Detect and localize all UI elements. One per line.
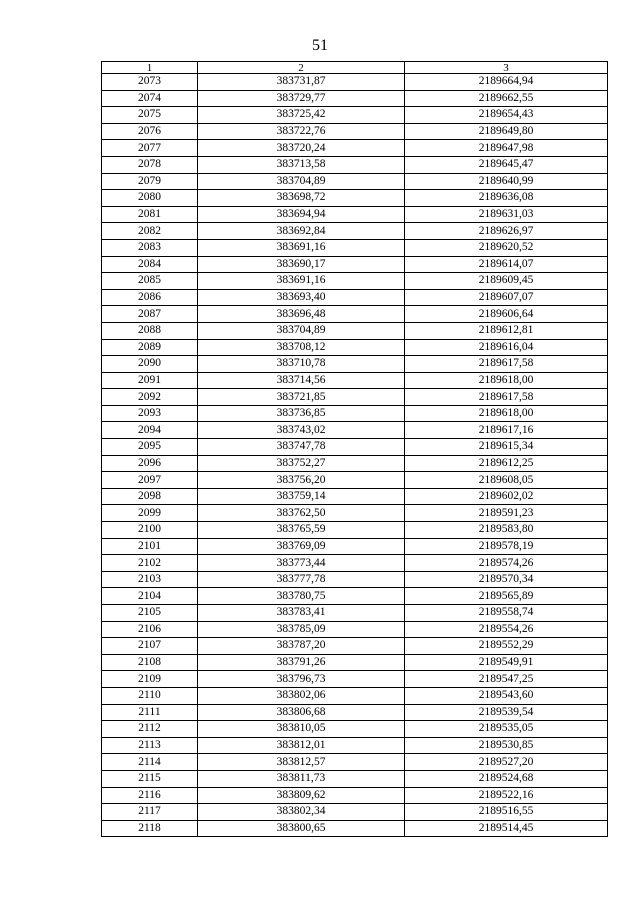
table-row (102, 389, 608, 406)
table-row (102, 754, 608, 771)
y-coordinate-cell: 2189649,80 (405, 123, 608, 140)
x-coordinate-cell: 383743,02 (198, 422, 405, 439)
point-number-cell: 2111 (102, 704, 198, 721)
x-coordinate-cell: 383791,26 (198, 654, 405, 671)
table-row (102, 322, 608, 339)
table-row (102, 671, 608, 688)
x-coordinate-cell: 383693,40 (198, 289, 405, 306)
x-coordinate-cell: 383698,72 (198, 190, 405, 207)
table-row (102, 223, 608, 240)
table-row (102, 804, 608, 821)
y-coordinate-cell: 2189618,00 (405, 405, 608, 422)
table-row (102, 372, 608, 389)
x-coordinate-cell: 383762,50 (198, 505, 405, 522)
table-row (102, 206, 608, 223)
y-coordinate-cell: 2189591,23 (405, 505, 608, 522)
table-row (102, 339, 608, 356)
table-row (102, 107, 608, 124)
table-row (102, 737, 608, 754)
y-coordinate-cell: 2189574,26 (405, 555, 608, 572)
y-coordinate-cell: 2189608,05 (405, 472, 608, 489)
table-row (102, 770, 608, 787)
y-coordinate-cell: 2189664,94 (405, 74, 608, 91)
x-coordinate-cell: 383783,41 (198, 605, 405, 622)
table-row (102, 571, 608, 588)
header-row (102, 62, 608, 74)
x-coordinate-cell: 383708,12 (198, 339, 405, 356)
y-coordinate-cell: 2189558,74 (405, 605, 608, 622)
point-number-cell: 2116 (102, 787, 198, 804)
table-row (102, 239, 608, 256)
table-row (102, 555, 608, 572)
y-coordinate-cell: 2189535,05 (405, 721, 608, 738)
point-number-cell: 2114 (102, 754, 198, 771)
table-row (102, 605, 608, 622)
y-coordinate-cell: 2189602,02 (405, 488, 608, 505)
x-coordinate-cell: 383710,78 (198, 356, 405, 373)
y-coordinate-cell: 2189606,64 (405, 306, 608, 323)
point-number-cell: 2107 (102, 638, 198, 655)
y-coordinate-cell: 2189607,07 (405, 289, 608, 306)
table-row (102, 455, 608, 472)
point-number-cell: 2097 (102, 472, 198, 489)
point-number-cell: 2088 (102, 322, 198, 339)
y-coordinate-cell: 2189514,45 (405, 820, 608, 837)
point-number-cell: 2110 (102, 687, 198, 704)
coordinates-table (101, 61, 608, 837)
y-coordinate-cell: 2189524,68 (405, 770, 608, 787)
point-number-cell: 2092 (102, 389, 198, 406)
table-row (102, 638, 608, 655)
x-coordinate-cell: 383714,56 (198, 372, 405, 389)
y-coordinate-cell: 2189636,08 (405, 190, 608, 207)
x-coordinate-cell: 383736,85 (198, 405, 405, 422)
y-coordinate-cell: 2189539,54 (405, 704, 608, 721)
table-row (102, 74, 608, 91)
y-coordinate-cell: 2189612,81 (405, 322, 608, 339)
table-row (102, 787, 608, 804)
x-coordinate-cell: 383713,58 (198, 156, 405, 173)
x-coordinate-cell: 383696,48 (198, 306, 405, 323)
x-coordinate-cell: 383806,68 (198, 704, 405, 721)
x-coordinate-cell: 383773,44 (198, 555, 405, 572)
y-coordinate-cell: 2189612,25 (405, 455, 608, 472)
point-number-cell: 2073 (102, 74, 198, 91)
table-row (102, 156, 608, 173)
y-coordinate-cell: 2189615,34 (405, 439, 608, 456)
table-row (102, 356, 608, 373)
point-number-cell: 2087 (102, 306, 198, 323)
point-number-cell: 2104 (102, 588, 198, 605)
y-coordinate-cell: 2189614,07 (405, 256, 608, 273)
point-number-cell: 2095 (102, 439, 198, 456)
x-coordinate-cell: 383691,16 (198, 239, 405, 256)
y-coordinate-cell: 2189617,16 (405, 422, 608, 439)
y-coordinate-cell: 2189578,19 (405, 538, 608, 555)
x-coordinate-cell: 383747,78 (198, 439, 405, 456)
table-row (102, 488, 608, 505)
point-number-cell: 2102 (102, 555, 198, 572)
y-coordinate-cell: 2189570,34 (405, 571, 608, 588)
x-coordinate-cell: 383812,01 (198, 737, 405, 754)
point-number-cell: 2081 (102, 206, 198, 223)
x-coordinate-cell: 383777,78 (198, 571, 405, 588)
x-coordinate-cell: 383722,76 (198, 123, 405, 140)
y-coordinate-cell: 2189626,97 (405, 223, 608, 240)
x-coordinate-cell: 383720,24 (198, 140, 405, 157)
x-coordinate-cell: 383800,65 (198, 820, 405, 837)
point-number-cell: 2094 (102, 422, 198, 439)
point-number-cell: 2100 (102, 522, 198, 539)
y-coordinate-cell: 2189662,55 (405, 90, 608, 107)
x-coordinate-cell: 383802,06 (198, 687, 405, 704)
point-number-cell: 2077 (102, 140, 198, 157)
x-coordinate-cell: 383811,73 (198, 770, 405, 787)
table-row (102, 820, 608, 837)
point-number-cell: 2074 (102, 90, 198, 107)
point-number-cell: 2091 (102, 372, 198, 389)
x-coordinate-cell: 383725,42 (198, 107, 405, 124)
x-coordinate-cell: 383810,05 (198, 721, 405, 738)
x-coordinate-cell: 383796,73 (198, 671, 405, 688)
point-number-cell: 2078 (102, 156, 198, 173)
y-coordinate-cell: 2189609,45 (405, 273, 608, 290)
point-number-cell: 2098 (102, 488, 198, 505)
point-number-cell: 2096 (102, 455, 198, 472)
table-row (102, 140, 608, 157)
point-number-cell: 2113 (102, 737, 198, 754)
x-coordinate-cell: 383809,62 (198, 787, 405, 804)
y-coordinate-cell: 2189527,20 (405, 754, 608, 771)
header-col-2: 2 (198, 62, 405, 74)
x-coordinate-cell: 383812,57 (198, 754, 405, 771)
point-number-cell: 2084 (102, 256, 198, 273)
x-coordinate-cell: 383704,89 (198, 322, 405, 339)
table-row (102, 256, 608, 273)
x-coordinate-cell: 383785,09 (198, 621, 405, 638)
x-coordinate-cell: 383690,17 (198, 256, 405, 273)
point-number-cell: 2101 (102, 538, 198, 555)
point-number-cell: 2086 (102, 289, 198, 306)
table-row (102, 505, 608, 522)
y-coordinate-cell: 2189552,29 (405, 638, 608, 655)
table-row (102, 289, 608, 306)
y-coordinate-cell: 2189522,16 (405, 787, 608, 804)
y-coordinate-cell: 2189530,85 (405, 737, 608, 754)
x-coordinate-cell: 383731,87 (198, 74, 405, 91)
point-number-cell: 2083 (102, 239, 198, 256)
point-number-cell: 2115 (102, 770, 198, 787)
table-row (102, 190, 608, 207)
point-number-cell: 2075 (102, 107, 198, 124)
point-number-cell: 2109 (102, 671, 198, 688)
x-coordinate-cell: 383780,75 (198, 588, 405, 605)
table-row (102, 538, 608, 555)
x-coordinate-cell: 383802,34 (198, 804, 405, 821)
y-coordinate-cell: 2189543,60 (405, 687, 608, 704)
x-coordinate-cell: 383756,20 (198, 472, 405, 489)
table-row (102, 654, 608, 671)
x-coordinate-cell: 383704,89 (198, 173, 405, 190)
x-coordinate-cell: 383765,59 (198, 522, 405, 539)
table-row (102, 439, 608, 456)
table-row (102, 721, 608, 738)
x-coordinate-cell: 383721,85 (198, 389, 405, 406)
table-row (102, 173, 608, 190)
table-header (102, 62, 608, 74)
y-coordinate-cell: 2189549,91 (405, 654, 608, 671)
y-coordinate-cell: 2189516,55 (405, 804, 608, 821)
table-row (102, 405, 608, 422)
point-number-cell: 2076 (102, 123, 198, 140)
y-coordinate-cell: 2189617,58 (405, 356, 608, 373)
point-number-cell: 2080 (102, 190, 198, 207)
table-row (102, 704, 608, 721)
table-row (102, 90, 608, 107)
y-coordinate-cell: 2189640,99 (405, 173, 608, 190)
table-row (102, 621, 608, 638)
point-number-cell: 2108 (102, 654, 198, 671)
page-number: 51 (312, 37, 328, 54)
x-coordinate-cell: 383729,77 (198, 90, 405, 107)
point-number-cell: 2103 (102, 571, 198, 588)
x-coordinate-cell: 383752,27 (198, 455, 405, 472)
point-number-cell: 2089 (102, 339, 198, 356)
point-number-cell: 2106 (102, 621, 198, 638)
table-row (102, 273, 608, 290)
table-row (102, 522, 608, 539)
point-number-cell: 2082 (102, 223, 198, 240)
table-row (102, 687, 608, 704)
x-coordinate-cell: 383787,20 (198, 638, 405, 655)
x-coordinate-cell: 383691,16 (198, 273, 405, 290)
point-number-cell: 2117 (102, 804, 198, 821)
point-number-cell: 2079 (102, 173, 198, 190)
point-number-cell: 2093 (102, 405, 198, 422)
table-row (102, 306, 608, 323)
header-col-1: 1 (102, 62, 198, 74)
y-coordinate-cell: 2189645,47 (405, 156, 608, 173)
y-coordinate-cell: 2189554,26 (405, 621, 608, 638)
y-coordinate-cell: 2189565,89 (405, 588, 608, 605)
header-col-3: 3 (405, 62, 608, 74)
point-number-cell: 2085 (102, 273, 198, 290)
point-number-cell: 2099 (102, 505, 198, 522)
x-coordinate-cell: 383692,84 (198, 223, 405, 240)
x-coordinate-cell: 383759,14 (198, 488, 405, 505)
table-row (102, 422, 608, 439)
y-coordinate-cell: 2189547,25 (405, 671, 608, 688)
x-coordinate-cell: 383694,94 (198, 206, 405, 223)
table-row (102, 588, 608, 605)
table-body (102, 74, 608, 837)
y-coordinate-cell: 2189620,52 (405, 239, 608, 256)
point-number-cell: 2118 (102, 820, 198, 837)
y-coordinate-cell: 2189631,03 (405, 206, 608, 223)
y-coordinate-cell: 2189617,58 (405, 389, 608, 406)
y-coordinate-cell: 2189618,00 (405, 372, 608, 389)
y-coordinate-cell: 2189647,98 (405, 140, 608, 157)
point-number-cell: 2105 (102, 605, 198, 622)
point-number-cell: 2090 (102, 356, 198, 373)
table-row (102, 123, 608, 140)
x-coordinate-cell: 383769,09 (198, 538, 405, 555)
y-coordinate-cell: 2189654,43 (405, 107, 608, 124)
y-coordinate-cell: 2189583,80 (405, 522, 608, 539)
y-coordinate-cell: 2189616,04 (405, 339, 608, 356)
point-number-cell: 2112 (102, 721, 198, 738)
table-row (102, 472, 608, 489)
